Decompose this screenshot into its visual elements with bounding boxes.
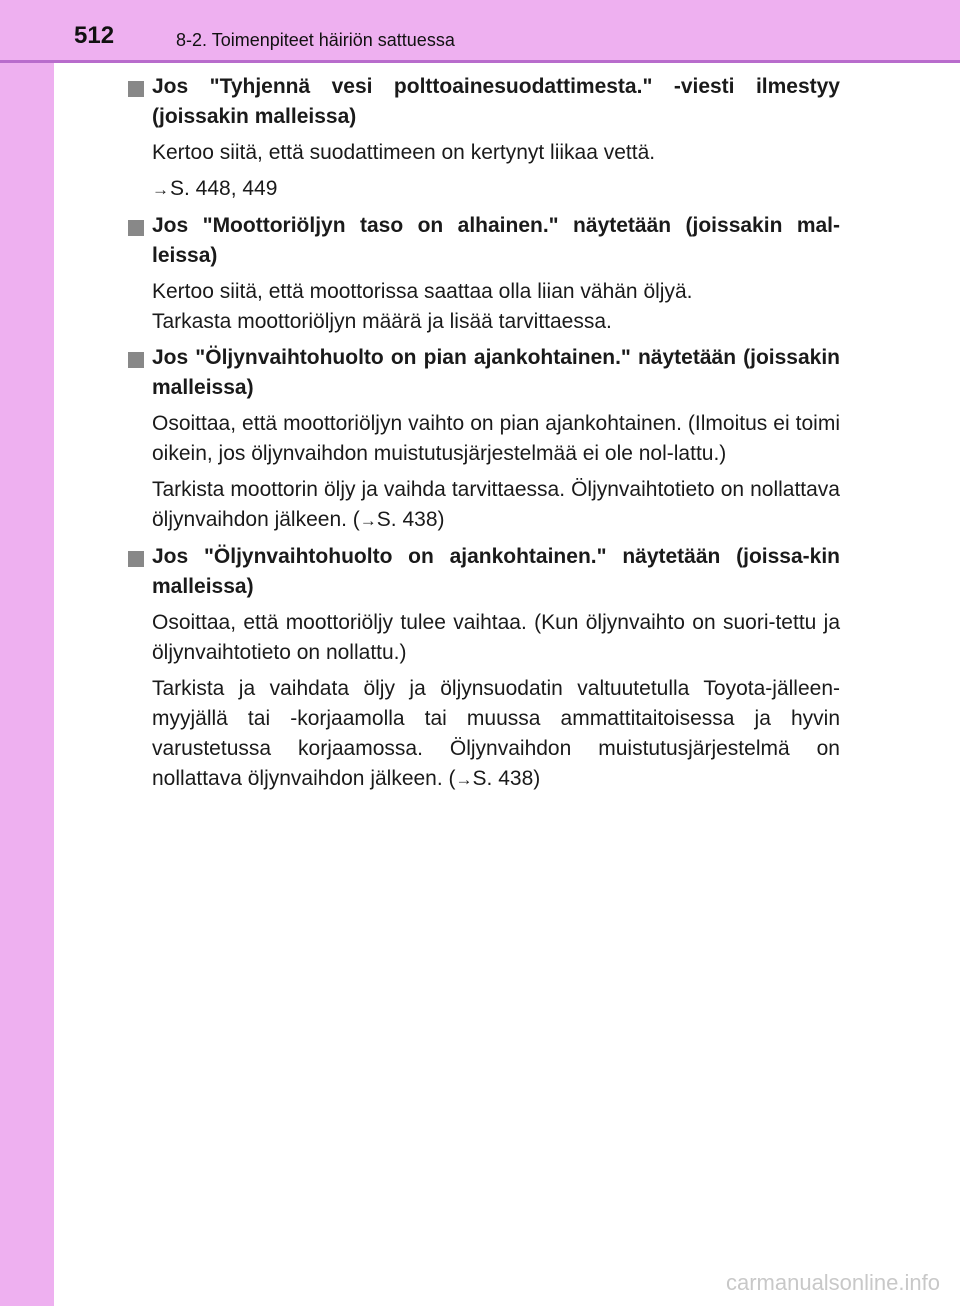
item-paragraph bbox=[152, 475, 840, 536]
page-reference-link[interactable]: S. 438) bbox=[472, 767, 541, 790]
item-paragraph: Osoittaa, että moottoriöljyn vaihto on pian ajankohtainen. (Ilmoitus ei toimi oikein, jos öljynvaihdon muistutusjärjestelmää ei ole nol-lattu.) bbox=[152, 412, 840, 465]
arrow-right-icon: → bbox=[359, 511, 377, 530]
paragraph-text: Tarkista moottorin öljy ja vaihda tarvittaessa. Öljynvaihtotieto on nollattava öljynvaihdon jälkeen. ( bbox=[152, 478, 840, 531]
arrow-right-icon: → bbox=[152, 180, 169, 199]
info-item-low-oil-level bbox=[124, 211, 840, 337]
item-line: Tarkasta moottoriöljyn määrä ja lisää tarvittaessa. bbox=[152, 310, 612, 333]
page-reference-link[interactable]: S. 438) bbox=[376, 508, 445, 531]
square-bullet-icon bbox=[128, 551, 144, 567]
page-number: 512 bbox=[74, 22, 115, 49]
item-heading: Jos "Öljynvaihtohuolto on ajankohtainen." näytetään (joissa-kin malleissa) bbox=[152, 545, 840, 598]
info-item-oil-change-soon bbox=[124, 343, 840, 536]
item-paragraph bbox=[152, 674, 840, 795]
side-color-band bbox=[0, 0, 54, 1306]
item-line: Kertoo siitä, että moottorissa saattaa olla liian vähän öljyä. bbox=[152, 280, 693, 303]
header-divider bbox=[0, 60, 960, 63]
item-paragraph: Osoittaa, että moottoriöljy tulee vaihtaa. (Kun öljynvaihto on suori-tettu ja öljynvaihtotieto on nollattu.) bbox=[152, 611, 840, 664]
square-bullet-icon bbox=[128, 81, 144, 97]
arrow-right-icon: → bbox=[455, 770, 473, 789]
page-reference-link[interactable]: S. 448, 449 bbox=[170, 177, 278, 200]
item-paragraph: Kertoo siitä, että suodattimeen on kertynyt liikaa vettä. bbox=[152, 141, 656, 164]
section-title: 8-2. Toimenpiteet häiriön sattuessa bbox=[176, 30, 455, 50]
square-bullet-icon bbox=[128, 220, 144, 236]
item-heading: Jos "Moottoriöljyn taso on alhainen." näytetään (joissakin mal-leissa) bbox=[152, 214, 840, 267]
info-item-oil-change-due bbox=[124, 542, 840, 795]
info-item-water-filter bbox=[124, 72, 840, 205]
page-reference bbox=[152, 174, 840, 205]
page-content bbox=[124, 72, 840, 795]
item-paragraph bbox=[152, 277, 840, 337]
paragraph-text: Tarkista ja vaihdata öljy ja öljynsuodatin valtuutetulla Toyota-jälleen-myyjällä tai -korjaamolla tai muussa ammattitaitoisessa ja hyvin varustetussa korjaamossa. Öljynvaihdon muistutusjärjestelmä on nollattava öljynvaihdon jälkeen. ( bbox=[152, 677, 840, 790]
square-bullet-icon bbox=[128, 352, 144, 368]
watermark: carmanualsonline.info bbox=[725, 1270, 940, 1295]
item-heading: Jos "Tyhjennä vesi polttoainesuodattimesta." -viesti ilmestyy (joissakin malleissa) bbox=[152, 75, 840, 128]
item-heading: Jos "Öljynvaihtohuolto on pian ajankohtainen." näytetään (joissakin malleissa) bbox=[152, 346, 840, 399]
